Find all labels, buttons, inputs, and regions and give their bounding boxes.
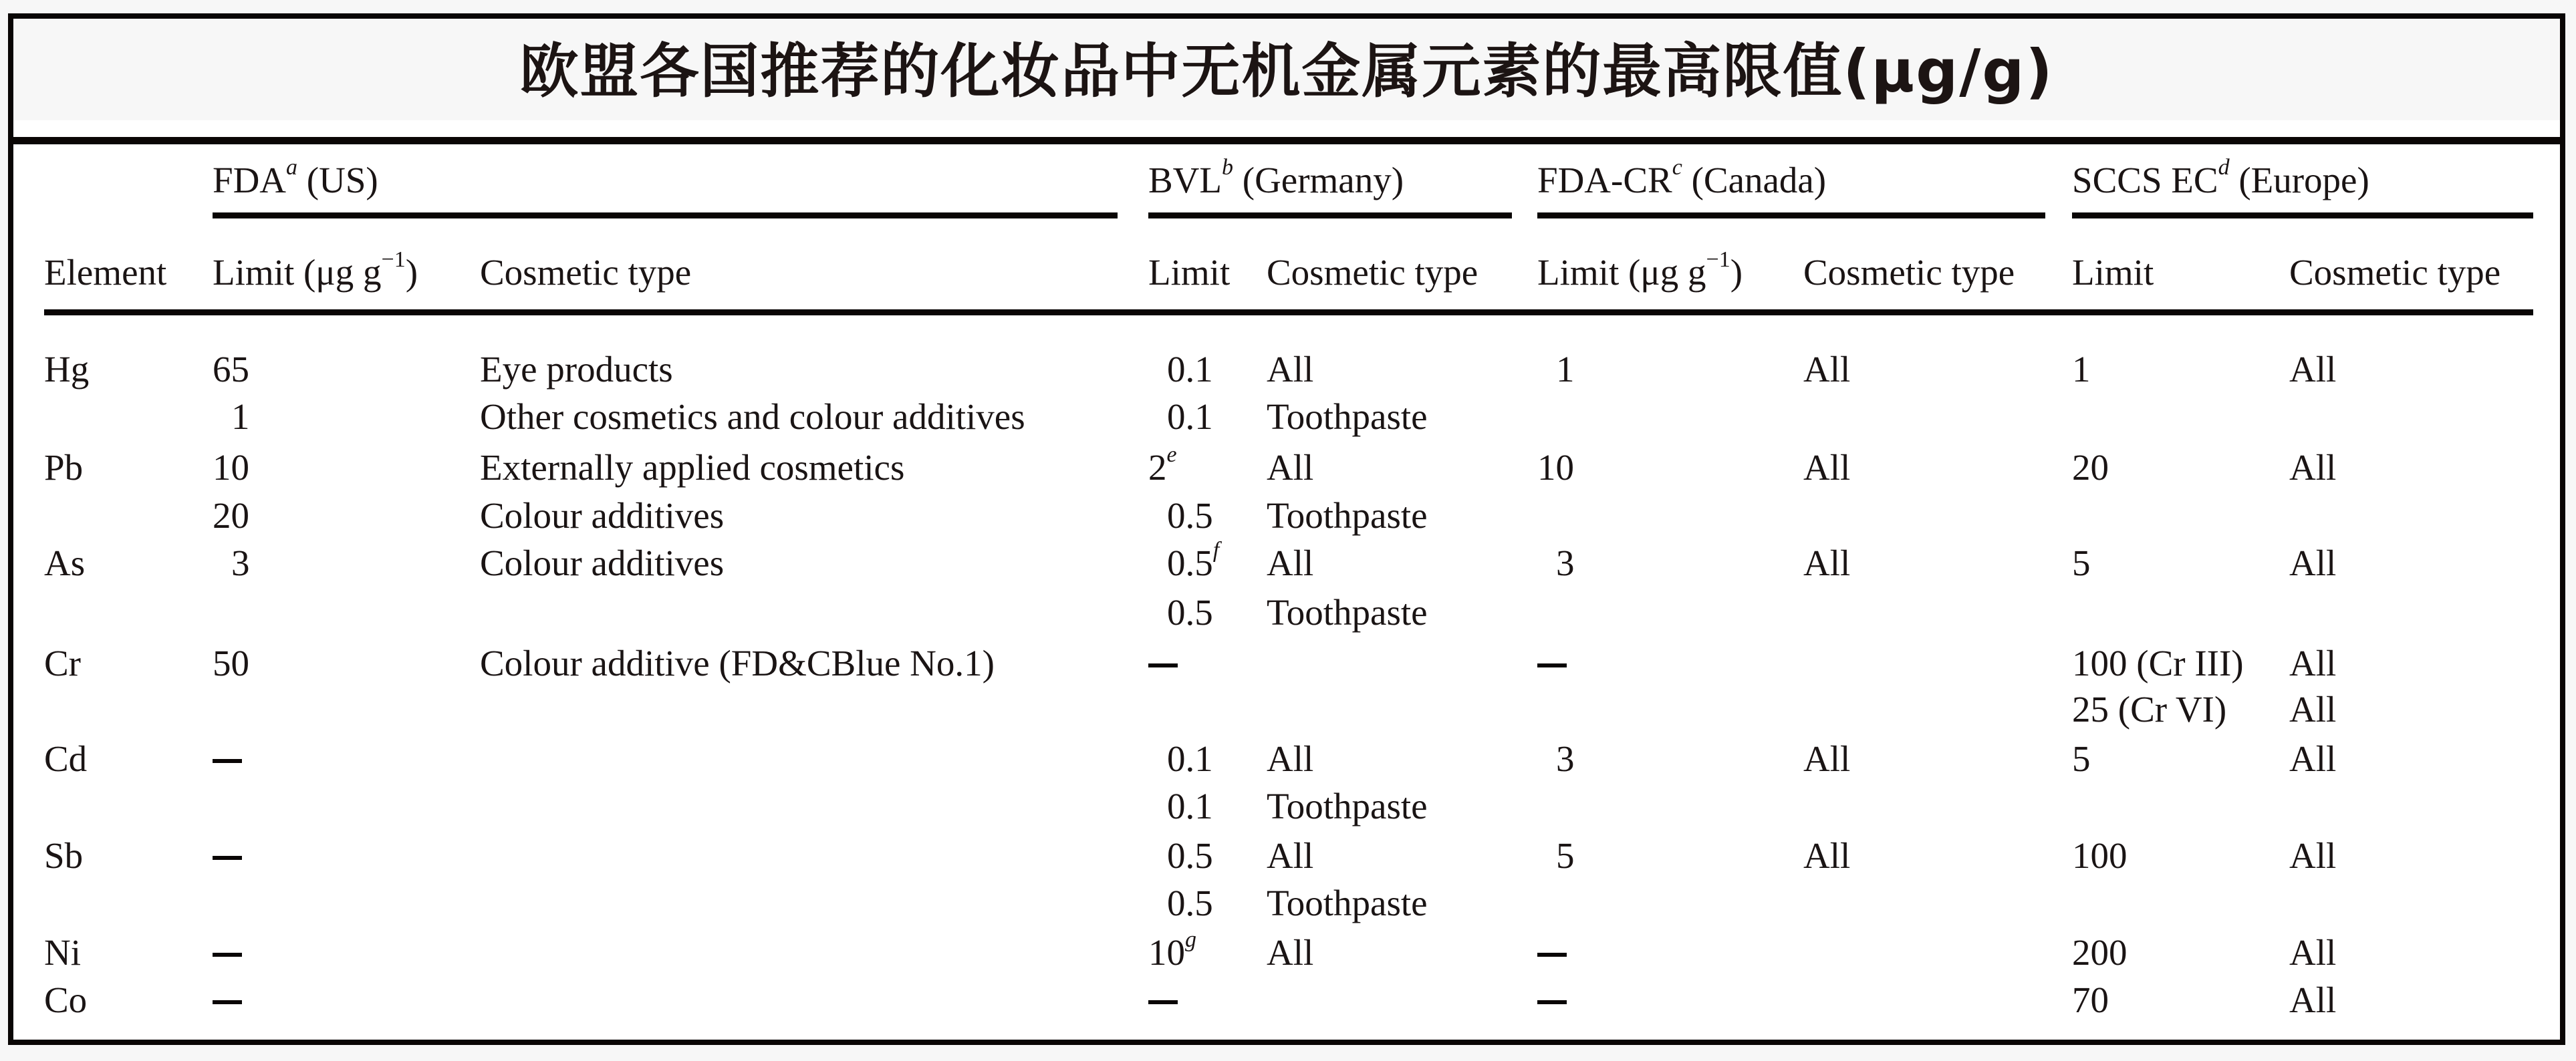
limit-value: 0.5 — [1167, 495, 1213, 536]
column-header-fda-type — [480, 253, 691, 293]
header-label: Cosmetic type — [480, 252, 692, 293]
group-region: (Germany) — [1233, 160, 1404, 200]
title-bar — [13, 19, 2560, 120]
unit-exponent: −1 — [381, 247, 406, 272]
cell-element: Co — [44, 979, 88, 1020]
cell-bvl-limit — [1167, 739, 1213, 779]
cell-bvl-limit — [1167, 593, 1213, 633]
cell-cr-type: All — [1803, 447, 1851, 488]
cell-fda-limit: 20 — [213, 495, 249, 536]
cell-element: Cr — [44, 643, 81, 684]
limit-value: 0.5 — [1167, 592, 1213, 633]
group-name: BVL — [1148, 160, 1222, 200]
group-name: SCCS EC — [2072, 160, 2218, 200]
cell-fda-limit: 1 — [231, 396, 250, 437]
cell-sccs-type: All — [2289, 447, 2337, 488]
group-region: (US) — [297, 160, 378, 200]
footnote-marker: e — [1166, 442, 1177, 467]
dash-mark — [1148, 1000, 1178, 1004]
cell-bvl-limit — [1148, 442, 1177, 488]
header-label: Limit (μg g — [213, 252, 382, 293]
cell-sccs-limit: 25 (Cr VI) — [2072, 689, 2227, 730]
cell-sccs-limit: 70 — [2072, 979, 2109, 1020]
cell-fda-limit — [213, 980, 242, 1020]
cell-bvl-type: All — [1267, 932, 1314, 973]
cell-bvl-limit — [1167, 883, 1213, 923]
column-header-element — [44, 253, 166, 293]
cell-fda-limit — [213, 933, 242, 973]
group-header-fda-cr — [1537, 155, 1827, 200]
cell-fda-type: Colour additives — [480, 543, 725, 583]
cell-fda-limit: 10 — [213, 447, 249, 488]
cell-bvl-limit — [1167, 786, 1213, 826]
limit-value: 10 — [1148, 932, 1185, 973]
footnote-marker: f — [1212, 538, 1220, 563]
limit-value: 0.5 — [1167, 543, 1213, 583]
cell-element: Cd — [44, 738, 88, 779]
cell-fda-type: Other cosmetics and colour additives — [480, 396, 1025, 437]
dash-mark — [213, 1000, 242, 1004]
cell-sccs-type: All — [2289, 835, 2337, 876]
cell-bvl-limit — [1148, 980, 1178, 1020]
cell-sccs-limit: 200 — [2072, 932, 2128, 973]
cell-sccs-type: All — [2289, 349, 2337, 390]
group-region: (Canada) — [1682, 160, 1827, 200]
footnote-marker: d — [2218, 155, 2230, 180]
limit-value: 2 — [1148, 447, 1167, 488]
group-region: (Europe) — [2229, 160, 2369, 200]
limit-value: 0.1 — [1167, 396, 1213, 437]
cell-sccs-limit: 100 (Cr III) — [2072, 643, 2244, 684]
group-underline — [2072, 212, 2533, 218]
cell-cr-limit: 10 — [1537, 447, 1574, 488]
cell-bvl-type: Toothpaste — [1267, 883, 1428, 923]
cell-bvl-type: Toothpaste — [1267, 396, 1428, 437]
cell-element: Sb — [44, 835, 84, 876]
dash-mark — [213, 856, 242, 860]
header-label: Cosmetic type — [1803, 252, 2015, 293]
cell-bvl-type: Toothpaste — [1267, 786, 1428, 826]
group-underline — [213, 212, 1118, 218]
cell-sccs-limit: 5 — [2072, 543, 2091, 583]
header-label: Element — [44, 252, 167, 293]
column-header-fda-limit — [213, 247, 418, 293]
column-header-bvl-type — [1267, 253, 1478, 293]
cell-sccs-type: All — [2289, 543, 2337, 583]
header-label: Limit — [2072, 252, 2154, 293]
dash-mark — [213, 759, 242, 763]
footnote-marker: c — [1672, 155, 1682, 180]
cell-bvl-limit — [1148, 927, 1196, 973]
cell-cr-limit — [1537, 643, 1567, 684]
cell-bvl-type: All — [1267, 447, 1314, 488]
cell-sccs-type: All — [2289, 689, 2337, 730]
cell-bvl-type: All — [1267, 835, 1314, 876]
limit-value: 0.5 — [1167, 835, 1213, 876]
group-header-sccs-ec — [2072, 155, 2369, 200]
limit-value: 0.1 — [1167, 738, 1213, 779]
cell-element: As — [44, 543, 86, 583]
cell-cr-type: All — [1803, 543, 1851, 583]
header-label-close: ) — [405, 252, 418, 293]
group-header-bvl — [1148, 155, 1404, 200]
header-label: Limit (μg g — [1537, 252, 1706, 293]
cell-bvl-limit — [1167, 538, 1220, 583]
cell-bvl-limit — [1167, 496, 1213, 536]
cell-bvl-limit — [1167, 836, 1213, 876]
cell-cr-type: All — [1803, 738, 1851, 779]
column-header-cr-type — [1803, 253, 2015, 293]
cell-sccs-type: All — [2289, 932, 2337, 973]
cell-bvl-limit — [1167, 349, 1213, 390]
dash-mark — [1148, 663, 1178, 667]
footnote-marker: a — [286, 155, 298, 180]
header-label: Cosmetic type — [2289, 252, 2501, 293]
cell-cr-limit: 5 — [1556, 835, 1575, 876]
cell-cr-limit: 3 — [1556, 543, 1575, 583]
cell-element: Hg — [44, 349, 90, 390]
cell-bvl-limit — [1167, 397, 1213, 437]
cell-sccs-limit: 1 — [2072, 349, 2091, 390]
cell-sccs-type: All — [2289, 643, 2337, 684]
cell-bvl-type: Toothpaste — [1267, 592, 1428, 633]
cell-sccs-limit: 5 — [2072, 738, 2091, 779]
cell-fda-limit: 50 — [213, 643, 249, 684]
cell-sccs-type: All — [2289, 738, 2337, 779]
cell-fda-limit: 65 — [213, 349, 249, 390]
cell-fda-type: Colour additive (FD&CBlue No.1) — [480, 643, 995, 684]
page-title: 欧盟各国推荐的化妆品中无机金属元素的最高限值(μg/g) — [519, 37, 2054, 106]
cell-cr-limit: 3 — [1556, 738, 1575, 779]
table-frame — [8, 13, 2565, 1045]
cell-sccs-type: All — [2289, 979, 2337, 1020]
header-label: Cosmetic type — [1267, 252, 1478, 293]
cell-cr-limit: 1 — [1556, 349, 1575, 390]
cell-bvl-type: All — [1267, 738, 1314, 779]
limit-value: 0.5 — [1167, 883, 1213, 923]
cell-sccs-limit: 20 — [2072, 447, 2109, 488]
limit-value: 0.1 — [1167, 349, 1213, 390]
cell-fda-limit — [213, 836, 242, 876]
cell-cr-type: All — [1803, 835, 1851, 876]
column-header-bvl-limit — [1148, 253, 1230, 293]
cell-sccs-limit: 100 — [2072, 835, 2128, 876]
unit-exponent: −1 — [1706, 247, 1730, 272]
cell-element: Ni — [44, 932, 81, 973]
footnote-marker: g — [1185, 927, 1196, 952]
cell-cr-limit — [1537, 980, 1567, 1020]
group-underline — [1148, 212, 1512, 218]
group-header-fda — [213, 155, 378, 200]
header-label: Limit — [1148, 252, 1231, 293]
header-label-close: ) — [1730, 252, 1743, 293]
header-divider — [44, 309, 2533, 315]
cell-fda-type: Eye products — [480, 349, 673, 390]
cell-fda-limit: 3 — [231, 543, 250, 583]
cell-fda-type: Colour additives — [480, 495, 725, 536]
cell-bvl-type: All — [1267, 543, 1314, 583]
cell-cr-type: All — [1803, 349, 1851, 390]
dash-mark — [213, 953, 242, 957]
cell-fda-type: Externally applied cosmetics — [480, 447, 905, 488]
cell-fda-limit — [213, 739, 242, 779]
cell-bvl-type: All — [1267, 349, 1314, 390]
cell-cr-limit — [1537, 933, 1567, 973]
dash-mark — [1537, 953, 1567, 957]
dash-mark — [1537, 663, 1567, 667]
column-header-sccs-limit — [2072, 253, 2154, 293]
footnote-marker: b — [1222, 155, 1233, 180]
limit-value: 0.1 — [1167, 786, 1213, 826]
dash-mark — [1537, 1000, 1567, 1004]
group-underline — [1537, 212, 2045, 218]
column-header-cr-limit — [1537, 247, 1743, 293]
title-divider — [13, 137, 2560, 144]
column-header-sccs-type — [2289, 253, 2500, 293]
cell-bvl-type: Toothpaste — [1267, 495, 1428, 536]
group-name: FDA — [213, 160, 287, 200]
group-name: FDA-CR — [1537, 160, 1672, 200]
cell-element: Pb — [44, 447, 84, 488]
cell-bvl-limit — [1148, 643, 1178, 684]
